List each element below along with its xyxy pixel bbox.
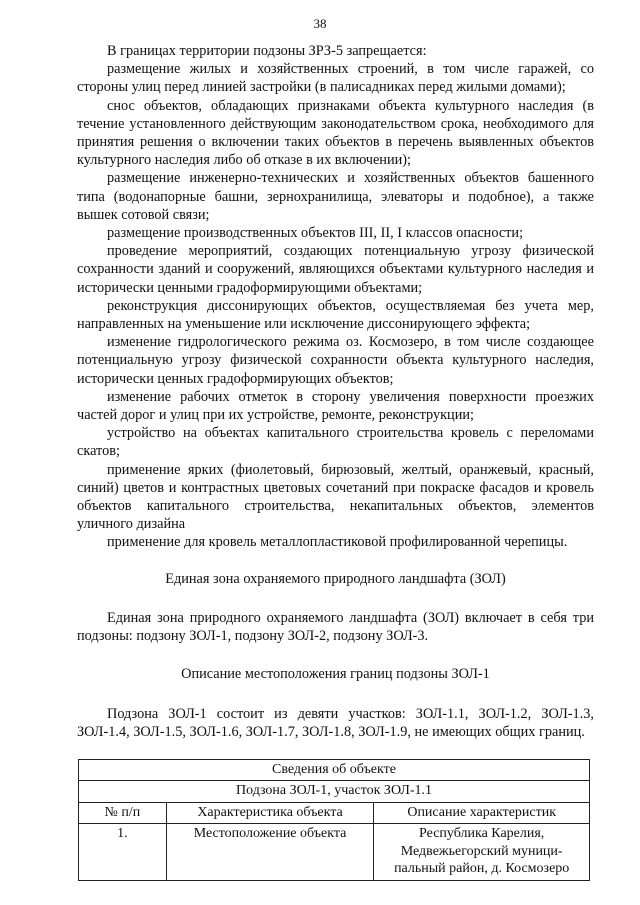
table-cell: Местоположение объекта — [166, 824, 374, 881]
list-item-restriction: размещение производственных объектов III, II, I классов опасности; — [107, 225, 524, 242]
table-row — [79, 824, 590, 881]
object-info-table — [78, 759, 590, 881]
table-subtitle-row — [79, 781, 590, 803]
paragraph-zol: Единая зона природного охраняемого ландшафта (ЗОЛ) включает в себя три подзоны: подзону ЗОЛ-1, подзону ЗОЛ-2, подзону ЗОЛ-3. — [77, 609, 594, 645]
paragraph-zol1: Подзона ЗОЛ-1 состоит из девяти участков: ЗОЛ-1.1, ЗОЛ-1.2, ЗОЛ-1.3, ЗОЛ-1.4, ЗОЛ-1.5, ЗОЛ-1.6, ЗОЛ-1.7, ЗОЛ-1.8, ЗОЛ-1.9, не имеющих общих границ. — [77, 705, 594, 740]
table-cell: 1. — [79, 824, 167, 881]
list-item-restriction: применение для кровель металлопластиковой профилированной черепицы. — [107, 534, 568, 551]
list-item-restriction: реконструкция диссонирующих объектов, осуществляемая без учета мер, направленных на уменьшение или исключение диссонирующего эффекта; — [77, 297, 594, 333]
table-header-row — [79, 802, 590, 824]
table-title-row — [79, 759, 590, 781]
list-item-restriction: применение ярких (фиолетовый, бирюзовый, желтый, оранжевый, красный, синий) цветов и контрастных цветовых сочетаний при покраске фасадов и кровель объектов капитального строительства, некапитальных объектов, элементов уличного дизайна — [77, 461, 594, 533]
list-item-restriction: проведение мероприятий, создающих потенциальную угрозу физической сохранности зданий и сооружений, являющихся объектами культурного наследия и исторически ценными градоформирующими объектами; — [77, 243, 594, 296]
section-heading-zol: Единая зона охраняемого природного ландшафта (ЗОЛ) — [165, 570, 506, 587]
list-item-restriction: изменение гидрологического режима оз. Космозеро, в том числе создающее потенциальную угрозу физической сохранности объекта культурного наследия, исторически ценных градоформирующих объектов; — [77, 334, 594, 387]
table-header-cell: Описание характеристик — [374, 802, 590, 824]
section-heading-zol1: Описание местоположения границ подзоны ЗОЛ-1 — [181, 666, 490, 683]
paragraph-intro: В границах территории подзоны ЗРЗ-5 запрещается: — [107, 43, 427, 59]
table-subtitle: Подзона ЗОЛ-1, участок ЗОЛ-1.1 — [79, 781, 590, 803]
list-item-restriction: снос объектов, обладающих признаками объекта культурного наследия (в течение установленного действующим законодательством срока, необходимого для принятия решения о включении таких объектов в перечень выявленных объектов культурного наследия либо об отказе в их включении); — [77, 97, 594, 169]
table-header-cell: Характеристика объекта — [166, 802, 374, 824]
list-item-restriction: изменение рабочих отметок в сторону увеличения поверхности проезжих частей дорог и улиц при их устройстве, ремонте, реконструкции; — [77, 388, 594, 424]
table-cell: Республика Карелия, Медвежьегорский муници-пальный район, д. Космозеро — [374, 824, 590, 881]
list-item-restriction: размещение жилых и хозяйственных строений, в том числе гаражей, со стороны улиц перед линией застройки (в палисадниках перед жилыми домами); — [77, 61, 594, 96]
list-item-restriction: размещение инженерно-технических и хозяйственных объектов башенного типа (водонапорные башни, зернохранилища, элеваторы и подобное), а также вышек сотовой связи; — [77, 170, 594, 223]
table-header-cell: № п/п — [79, 802, 167, 824]
document-body — [77, 42, 594, 881]
table-title: Сведения об объекте — [79, 759, 590, 781]
list-item-restriction: устройство на объектах капитального строительства кровель с переломами скатов; — [77, 425, 594, 460]
page-number: 38 — [313, 16, 327, 31]
